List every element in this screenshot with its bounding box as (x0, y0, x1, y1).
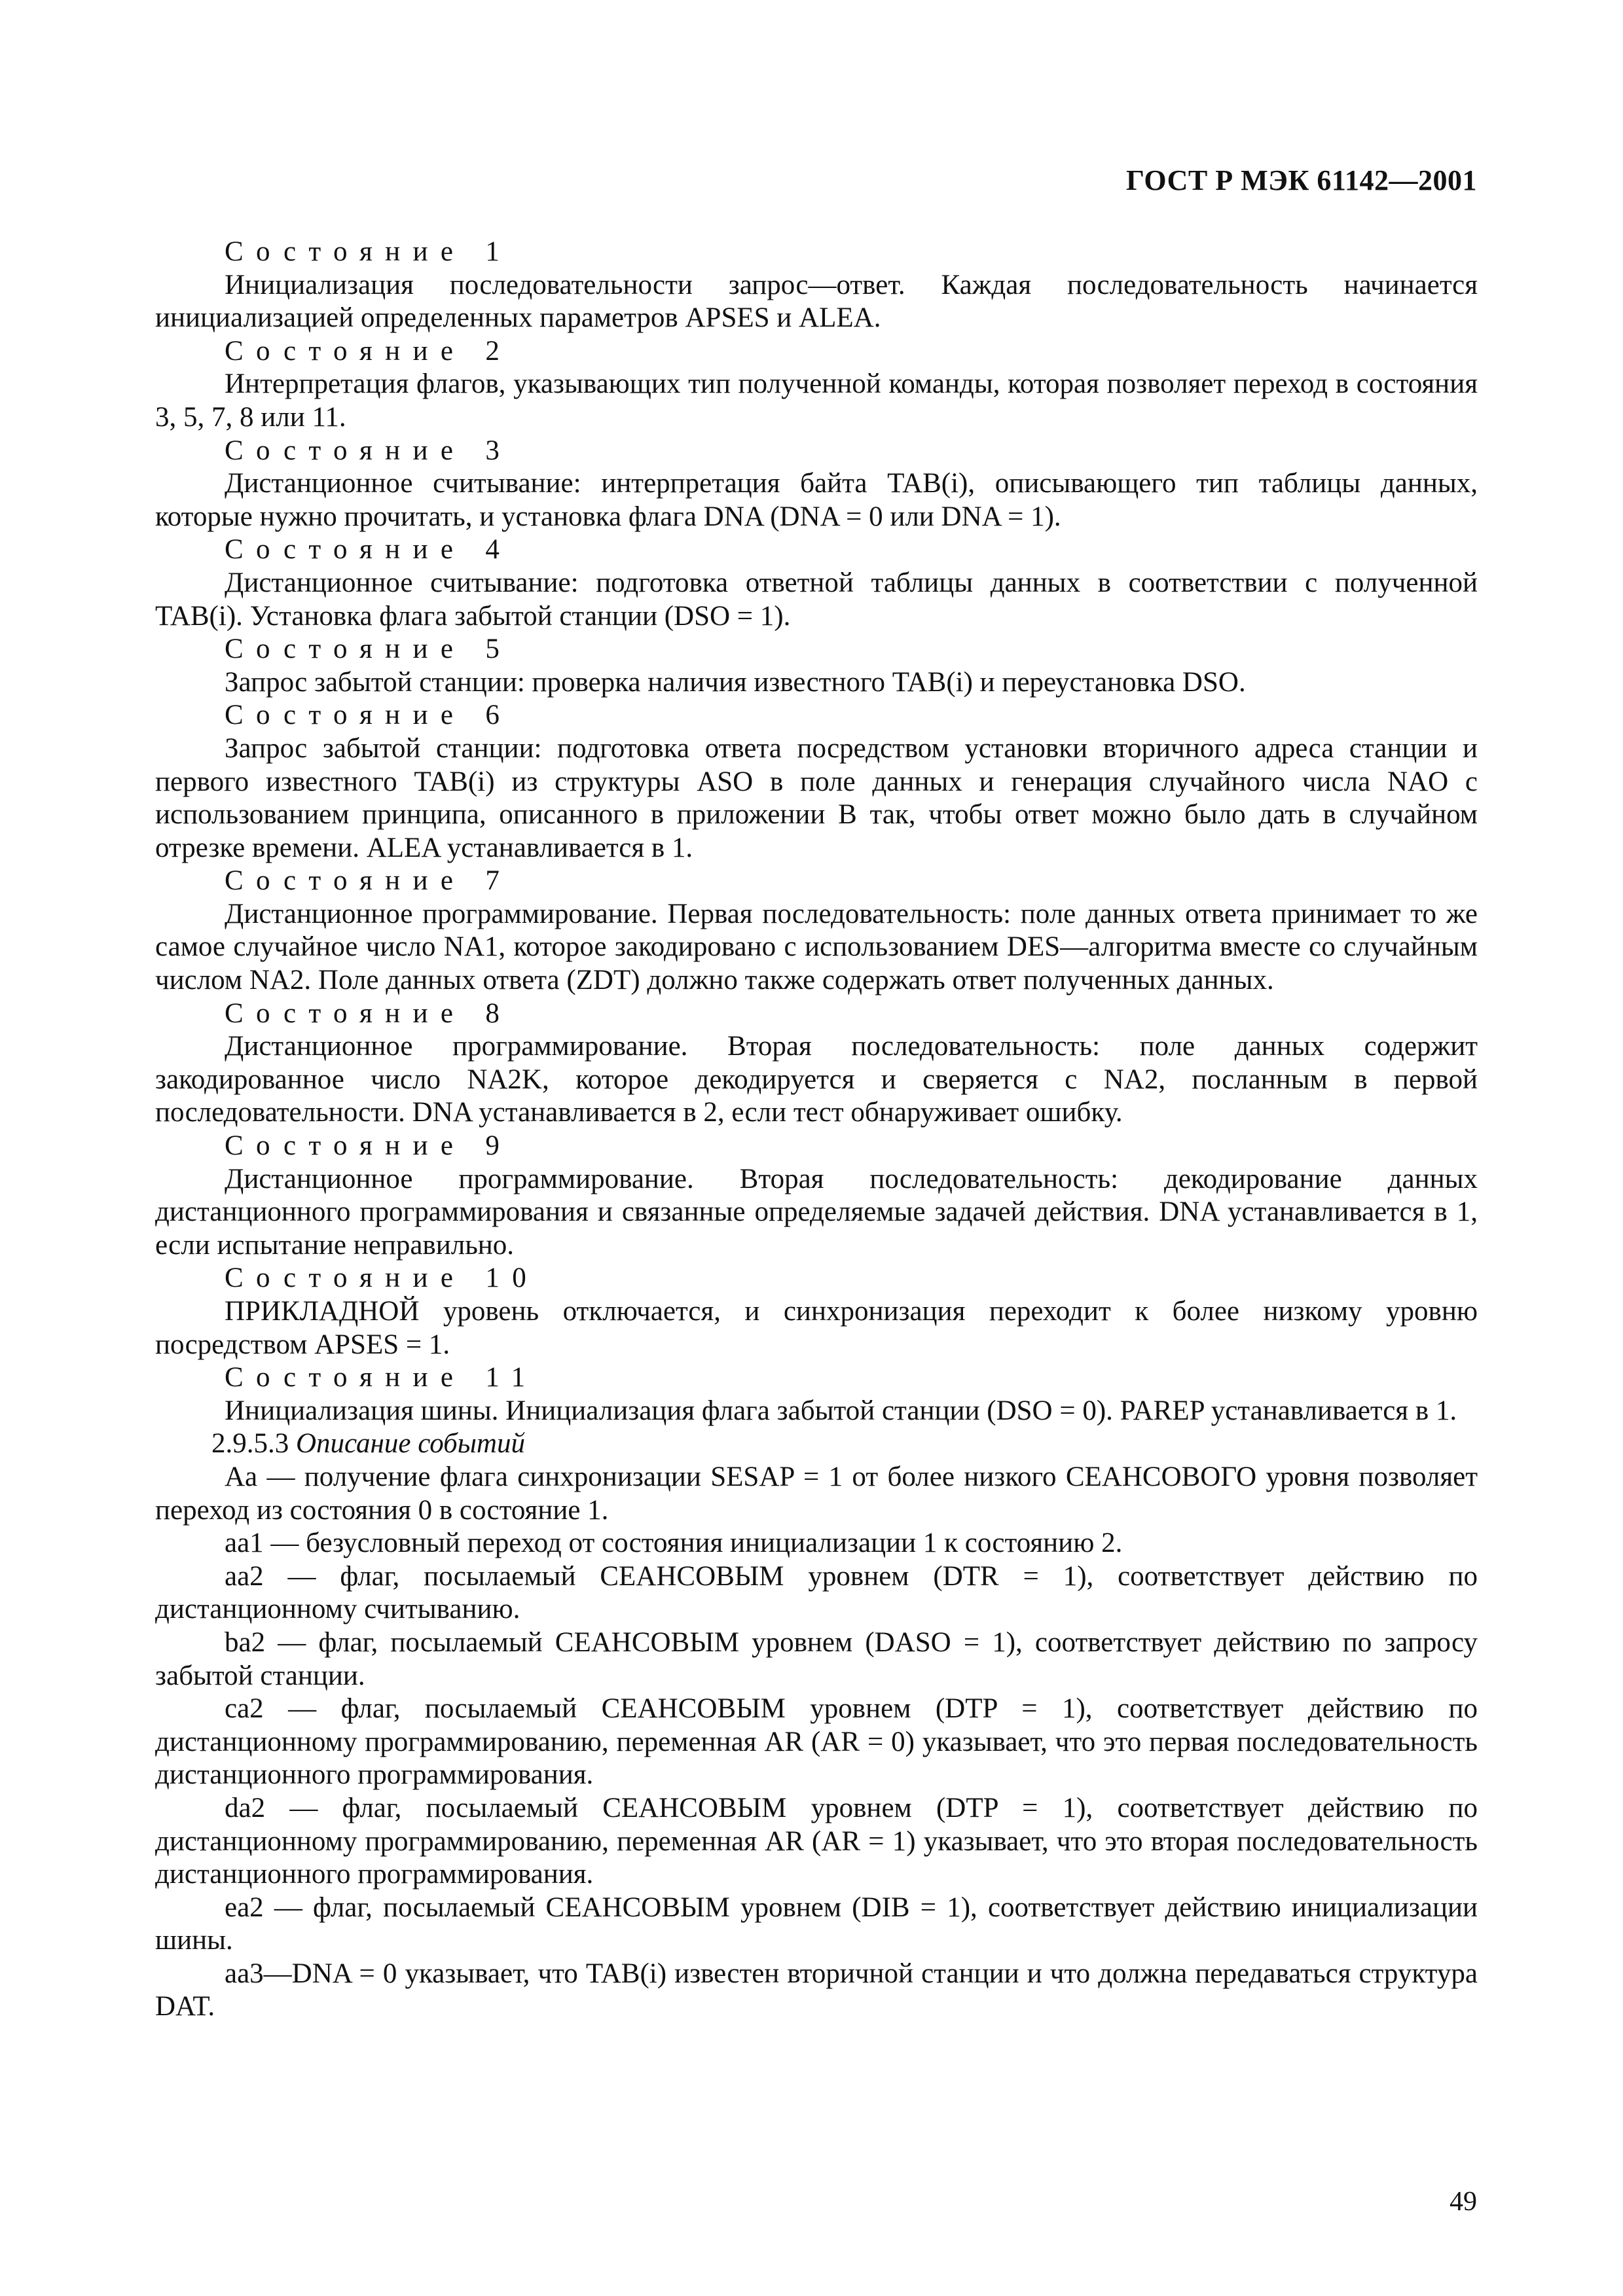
section-heading (155, 1427, 1478, 1461)
state-heading: Состояние 4 (225, 534, 513, 565)
document-header: ГОСТ Р МЭК 61142—2001 (1125, 164, 1477, 196)
state-heading: Состояние 11 (225, 1362, 538, 1393)
state-heading: Состояние 1 (225, 236, 513, 267)
event-text: da2 — флаг, посылаемый СЕАНСОВЫМ уровнем (DTP = 1), соответствует действию по дистанционному программированию, переменная AR (AR = 1) указывает, что это вторая последовательность дистанционного программирования. (155, 1792, 1478, 1890)
state-heading: Состояние 5 (225, 634, 513, 665)
state-heading: Состояние 7 (225, 865, 513, 897)
state-text: Инициализация последовательности запрос—ответ. Каждая последовательность начинается инициализацией определенных параметров APSES и ALEA. (155, 269, 1478, 334)
event-text: aa1 — безусловный переход от состояния инициализации 1 к состоянию 2. (225, 1528, 1123, 1559)
event-text: ca2 — флаг, посылаемый СЕАНСОВЫМ уровнем (DTP = 1), соответствует действию по дистанционному программированию, переменная AR (AR = 0) указывает, что это первая последовательность дистанционного программирования. (155, 1693, 1478, 1791)
event-text: aa3—DNA = 0 указывает, что TAB(i) известен вторичной станции и что должна передаваться структура DAT. (155, 1958, 1478, 2022)
state-heading: Состояние 3 (225, 435, 513, 466)
state-text: Дистанционное считывание: интерпретация байта TAB(i), описывающего тип таблицы данных, которые нужно прочитать, и установка флага DNA (DNA = 0 или DNA = 1). (155, 468, 1478, 532)
page-number: 49 (1450, 2187, 1477, 2217)
state-heading: Состояние 8 (225, 997, 513, 1029)
document-body (155, 236, 1478, 2024)
section-title: Описание событий (296, 1428, 525, 1460)
state-text: Интерпретация флагов, указывающих тип полученной команды, которая позволяет переход в состояния 3, 5, 7, 8 или 11. (155, 368, 1478, 433)
state-text: Запрос забытой станции: подготовка ответа посредством установки вторичного адреса станции и первого известного TAB(i) из структуры ASO в поле данных и генерация случайного числа NAO с использованием принципа, описанного в приложении В так, чтобы ответ можно было дать в случайном отрезке времени. ALEA устанавливается в 1. (155, 732, 1478, 863)
state-text: ПРИКЛАДНОЙ уровень отключается, и синхронизация переходит к более низкому уровню посредством APSES = 1. (155, 1296, 1478, 1360)
state-text: Дистанционное считывание: подготовка ответной таблицы данных в соответствии с полученной TAB(i). Установка флага забытой станции (DSO = 1). (155, 567, 1478, 632)
section-number: 2.9.5.3 (211, 1428, 289, 1460)
state-heading: Состояние 10 (225, 1263, 539, 1294)
state-text: Дистанционное программирование. Вторая последовательность: декодирование данных дистанционного программирования и связанные определяемые задачей действия. DNA устанавливается в 1, если испытание неправильно. (155, 1163, 1478, 1261)
event-text: ba2 — флаг, посылаемый СЕАНСОВЫМ уровнем (DASO = 1), соответствует действию по запросу забытой станции. (155, 1626, 1478, 1691)
state-heading: Состояние 6 (225, 700, 513, 731)
state-text: Инициализация шины. Инициализация флага забытой станции (DSO = 0). PAREP устанавливается в 1. (225, 1395, 1457, 1426)
event-text: Aa — получение флага синхронизации SESAP = 1 от более низкого СЕАНСОВОГО уровня позволяет переход из состояния 0 в состояние 1. (155, 1461, 1478, 1526)
state-heading: Состояние 9 (225, 1130, 513, 1162)
state-text: Дистанционное программирование. Первая последовательность: поле данных ответа принимает то же самое случайное число NA1, которое закодировано с использованием DES—алгоритма вместе со случайным числом NA2. Поле данных ответа (ZDT) должно также содержать ответ полученных данных. (155, 898, 1478, 996)
state-text: Запрос забытой станции: проверка наличия известного TAB(i) и переустановка DSO. (225, 666, 1246, 698)
state-text: Дистанционное программирование. Вторая последовательность: поле данных содержит закодированное число NA2K, которое декодируется и сверяется с NA2, посланным в первой последовательности. DNA устанавливается в 2, если тест обнаруживает ошибку. (155, 1031, 1478, 1128)
event-text: ea2 — флаг, посылаемый СЕАНСОВЫМ уровнем (DIB = 1), соответствует действию инициализации шины. (155, 1892, 1478, 1956)
state-heading: Состояние 2 (225, 335, 513, 367)
event-text: aa2 — флаг, посылаемый СЕАНСОВЫМ уровнем (DTR = 1), соответствует действию по дистанционному считыванию. (155, 1560, 1478, 1625)
